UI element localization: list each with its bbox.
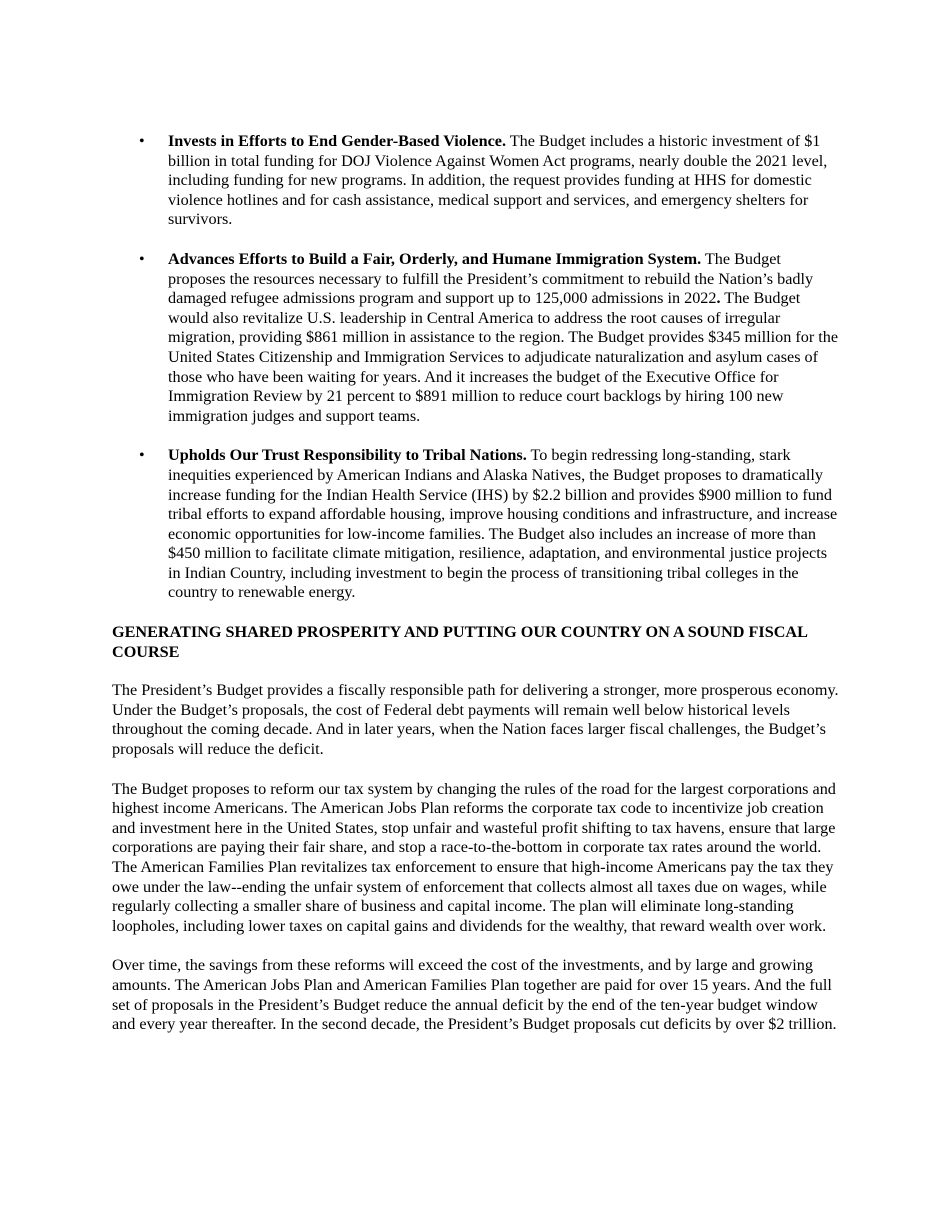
bullet-lead: Advances Efforts to Build a Fair, Orderly, and Humane Immigration System. [168, 249, 702, 268]
bullet-icon: • [139, 250, 145, 268]
bullet-icon: • [139, 447, 145, 465]
bullet-list [112, 132, 842, 603]
bullet-lead: Upholds Our Trust Responsibility to Tribal Nations. [168, 446, 527, 465]
bullet-body-continued: The Budget would also revitalize U.S. leadership in Central America to address the root causes of irregular migration, providing $861 million in assistance to the region. The Budget provides $345 million for the United States Citizenship and Immigration Services to adjudicate naturalization and asylum cases of those who have been waiting for years. And it increases the budget of the Executive Office for Immigration Review by 21 percent to $891 million to reduce court backlogs by hiring 100 new immigration judges and support teams. [168, 289, 839, 425]
document-page [112, 132, 842, 1055]
bullet-icon: • [139, 133, 145, 150]
bullet-body: The Budget proposes the resources necessary to fulfill the President’s commitment to rebuild the Nation’s badly damaged refugee admissions program and support up to 125,000 admissions in 2022 [168, 249, 814, 308]
bullet-body: To begin redressing long-standing, stark inequities experienced by American Indians and Alaska Natives, the Budget proposes to dramatically increase funding for the Indian Health Service (IHS) by $2.2 billion and provides $900 million to fund tribal efforts to expand affordable housing, improve housing conditions and infrastructure, and increase economic opportunities for low-income families. The Budget also includes an increase of more than $450 million to facilitate climate mitigation, resilience, adaptation, and environmental justice projects in Indian Country, including investment to begin the process of transitioning tribal colleges in the country to renewable energy. [168, 446, 838, 602]
paragraph-tax-reform: The Budget proposes to reform our tax system by changing the rules of the road for the largest corporations and highest income Americans. The American Jobs Plan reforms the corporate tax code to incentivize job creation and investment here in the United States, stop unfair and wasteful profit shifting to tax havens, ensure that large corporations are paying their fair share, and stop a race-to-the-bottom in corporate tax rates around the world. The American Families Plan revitalizes tax enforcement to ensure that high-income Americans pay the tax they owe under the law--ending the unfair system of enforcement that collects almost all taxes due on wages, while regularly collecting a smaller share of business and capital income. The plan will eliminate long-standing loopholes, including lower taxes on capital gains and dividends for the wealthy, that reward wealth over work. [112, 779, 836, 935]
paragraph-savings: Over time, the savings from these reforms will exceed the cost of the investments, and by large and growing amounts. The American Jobs Plan and American Families Plan together are paid for over 15 years. And the full set of proposals in the President’s Budget reduce the annual deficit by the end of the ten-year budget window and every year thereafter. In the second decade, the President’s Budget proposals cut deficits by over $2 trillion. [112, 956, 837, 1034]
bullet-bold-period: . [716, 289, 721, 308]
bullet-item-tribal-nations [112, 446, 842, 603]
section-heading: GENERATING SHARED PROSPERITY AND PUTTING OUR COUNTRY ON A SOUND FISCAL COURSE [112, 623, 807, 661]
paragraph-fiscal-path: The President’s Budget provides a fiscally responsible path for delivering a stronger, more prosperous economy. Under the Budget’s proposals, the cost of Federal debt payments will remain well below historical levels throughout the coming decade. And in later years, when the Nation faces larger fiscal challenges, the Budget’s proposals will reduce the deficit. [112, 681, 839, 759]
bullet-item-immigration [112, 250, 842, 426]
bullet-lead: Invests in Efforts to End Gender-Based Violence. [168, 132, 506, 150]
bullet-item-gender-violence [112, 132, 842, 230]
bullet-body: The Budget includes a historic investment of $1 billion in total funding for DOJ Violence Against Women Act programs, nearly double the 2021 level, including funding for new programs. In addition, the request provides funding at HHS for domestic violence hotlines and for cash assistance, medical support and services, and emergency shelters for survivors. [168, 132, 828, 229]
